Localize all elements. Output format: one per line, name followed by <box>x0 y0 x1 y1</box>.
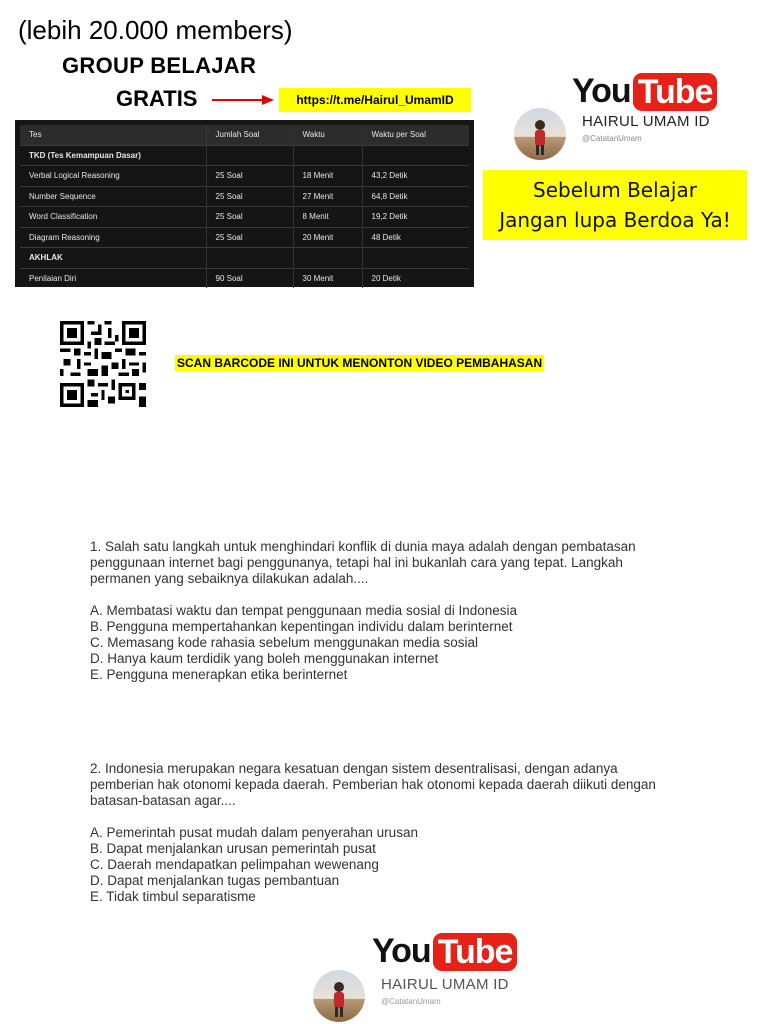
group-title-line1: GROUP BELAJAR <box>62 53 257 78</box>
youtube-logo-you: You <box>572 72 631 110</box>
reminder-line2: Jangan lupa Berdoa Ya! <box>499 208 731 232</box>
table-row <box>20 186 469 207</box>
reminder-line1: Sebelum Belajar <box>533 178 697 202</box>
table-cell <box>362 248 469 269</box>
question-text: penggunaan internet bagi penggunanya, tetapi hal ini bukanlah cara yang tepat. Langkah <box>90 555 623 570</box>
answer-option: E. Pengguna menerapkan etika berinternet <box>90 667 348 682</box>
prayer-reminder <box>483 170 747 240</box>
group-title-line2: GRATIS <box>116 86 198 111</box>
table-cell: Diagram Reasoning <box>20 227 206 248</box>
table-cell: Penilaian Diri <box>20 268 206 288</box>
answer-option: D. Dapat menjalankan tugas pembantuan <box>90 873 340 888</box>
table-header-cell: Waktu per Soal <box>362 125 469 145</box>
table-cell: 8 Menit <box>293 207 362 228</box>
table-cell: 25 Soal <box>206 186 293 207</box>
question-text: pemberian hak otonomi kepada daerah. Pemberian hak otonomi kepada daerah diikuti dengan <box>90 777 656 792</box>
table-header-cell: Waktu <box>293 125 362 145</box>
table-cell: 27 Menit <box>293 186 362 207</box>
youtube-logo-tube: Tube <box>633 73 718 111</box>
question-2 <box>90 761 656 905</box>
table-cell: 48 Detik <box>362 227 469 248</box>
table-cell <box>293 145 362 166</box>
person-icon <box>313 970 365 1022</box>
question-text: 2. Indonesia merupakan negara kesatuan dengan sistem desentralisasi, dengan adanya <box>90 761 618 776</box>
answer-option: E. Tidak timbul separatisme <box>90 889 256 904</box>
answer-option: C. Daerah mendapatkan pelimpahan wewenang <box>90 857 379 872</box>
channel-name: HAIRUL UMAM ID <box>381 976 509 993</box>
table-cell: 64,8 Detik <box>362 186 469 207</box>
table-cell: Verbal Logical Reasoning <box>20 166 206 187</box>
youtube-logo-tube: Tube <box>433 933 518 971</box>
question-1 <box>90 539 636 683</box>
channel-avatar <box>514 108 566 160</box>
answer-option: B. Dapat menjalankan urusan pemerintah pusat <box>90 841 376 856</box>
right-arrow-icon <box>212 92 274 108</box>
person-icon <box>514 108 566 160</box>
answer-option: C. Memasang kode rahasia sebelum menggunakan media sosial <box>90 635 478 650</box>
table-cell: 25 Soal <box>206 227 293 248</box>
table-header-row <box>20 125 469 145</box>
table-row <box>20 227 469 248</box>
channel-name: HAIRUL UMAM ID <box>582 113 710 130</box>
qr-code-icon[interactable] <box>60 321 146 407</box>
answer-option: A. Pemerintah pusat mudah dalam penyerahan urusan <box>90 825 418 840</box>
table-row <box>20 268 469 288</box>
scan-instruction: SCAN BARCODE INI UNTUK MENONTON VIDEO PEMBAHASAN <box>177 356 543 370</box>
table-cell: 30 Menit <box>293 268 362 288</box>
table-row <box>20 248 469 269</box>
exam-schedule-table <box>15 120 474 287</box>
question-text: permanen yang sebaiknya dilakukan adalah.... <box>90 571 369 586</box>
members-count: (lebih 20.000 members) <box>18 15 293 45</box>
table-cell: Word Classification <box>20 207 206 228</box>
table-cell <box>206 248 293 269</box>
table-cell: AKHLAK <box>20 248 206 269</box>
answer-option: D. Hanya kaum terdidik yang boleh menggunakan internet <box>90 651 439 666</box>
youtube-logo-you: You <box>372 932 431 970</box>
table-cell: 25 Soal <box>206 166 293 187</box>
youtube-logo <box>372 932 517 971</box>
table-cell <box>362 145 469 166</box>
table-row <box>20 207 469 228</box>
question-text: batasan-batasan agar.... <box>90 793 236 808</box>
table-cell <box>206 145 293 166</box>
question-text: 1. Salah satu langkah untuk menghindari konflik di dunia maya adalah dengan pembatasan <box>90 539 636 554</box>
table-cell: 20 Detik <box>362 268 469 288</box>
table-header-cell: Jumlah Soal <box>206 125 293 145</box>
channel-handle: @CatatanUmam <box>582 134 642 143</box>
answer-option: B. Pengguna mempertahankan kepentingan individu dalam berinternet <box>90 619 513 634</box>
table-cell <box>293 248 362 269</box>
table-cell: Number Sequence <box>20 186 206 207</box>
channel-avatar <box>313 970 365 1022</box>
table-cell: 43,2 Detik <box>362 166 469 187</box>
table-cell: 90 Soal <box>206 268 293 288</box>
table-cell: 18 Menit <box>293 166 362 187</box>
youtube-logo <box>572 72 717 111</box>
channel-handle: @CatatanUmam <box>381 997 441 1006</box>
table-cell: 19,2 Detik <box>362 207 469 228</box>
table-header-cell: Tes <box>20 125 206 145</box>
telegram-link[interactable]: https://t.me/Hairul_UmamID <box>279 88 471 112</box>
answer-option: A. Membatasi waktu dan tempat penggunaan media sosial di Indonesia <box>90 603 518 618</box>
table-cell: 20 Menit <box>293 227 362 248</box>
table-row <box>20 145 469 166</box>
table-row <box>20 166 469 187</box>
table-cell: TKD (Tes Kemampuan Dasar) <box>20 145 206 166</box>
table-cell: 25 Soal <box>206 207 293 228</box>
